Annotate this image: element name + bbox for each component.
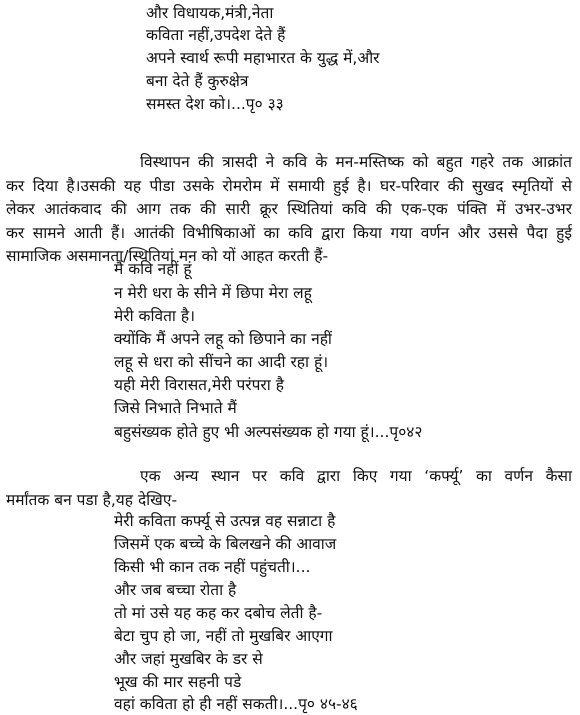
verse-line: किसी भी कान तक नहीं पहुंचती।... [114,558,311,576]
verse-line: जिसमें एक बच्चे के बिलखने की आवाज [114,535,337,553]
verse-line: बहुसंख्यक होते हुए भी अल्पसंख्यक हो गया हूं।...पृ०४२ [114,423,423,441]
verse-line: मेरी कविता है। [114,307,195,325]
body-paragraph-1 [6,151,572,269]
paragraph-line: कर दिया है।उसकी यह पीडा उसके रोमरोम में समायी हुई है। घर-परिवार की सुखद स्मृतियों से [6,176,572,195]
verse-line: मेरी कविता कर्फ्यू से उत्पन्न वह सन्नाटा है [114,512,336,530]
verse-line: भूख की मार सहनी पडे [114,673,242,691]
paragraph-line: एक अन्य स्थान पर कवि द्वारा किए गया ‘कर्फ्यू’ का वर्णन कैसा [140,467,572,485]
verse-line: लहू से धरा को सींचने का आदी रहा हूं। [114,353,329,371]
paragraph-line: मर्मांतक बन पडा है,यह देखिए- [6,490,178,509]
verse-line: न मेरी धरा के सीने में छिपा मेरा लहू [114,284,312,302]
verse-line: वहां कविता हो ही नहीं सकती।...पृ० ४५-४६ [114,695,358,713]
verse-line: मैं कवि नहीं हूं [114,260,192,278]
paragraph-line: कर सामने आती हैं। आतंकी विभीषिकाओं का कवि द्वारा किया गया वर्णन और उससे पैदा हुई [6,223,572,242]
verse-line: कविता नहीं,उपदेश देते हैं [146,26,286,44]
paragraph-line: विस्थापन की त्रासदी ने कवि के मन-मस्तिष्क को बहुत गहरे तक आक्रांत [140,153,572,171]
body-paragraph-2 [6,465,572,512]
verse-line: और जब बच्चा रोता है [114,581,237,599]
verse-line: अपने स्वार्थ रूपी महाभारत के युद्ध में,और [146,49,380,67]
verse-line: बना देते हैं कुरुक्षेत्र [146,72,249,90]
verse-line: क्योंकि मैं अपने लहू को छिपाने का नहीं [114,330,332,348]
verse-line: बेटा चुप हो जा, नहीं तो मुखबिर आएगा [114,627,333,645]
paragraph-line: सामाजिक असमानता/स्थितियां मन को यों आहत करती हैं- [6,247,329,265]
paragraph-line: लेकर आतंकवाद की आग तक की सारी क्रूर स्थितियां कवि की एक-एक पंक्ति में उभर-उभर [6,200,572,218]
verse-line: और विधायक,मंत्री,नेता [146,4,274,22]
verse-line: तो मां उसे यह कह कर दबोच लेती है- [114,604,323,622]
verse-line: समस्त देश को।...पृ० ३३ [146,95,284,113]
verse-line: और जहां मुखबिर के डर से [114,650,263,668]
verse-line: यही मेरी विरासत,मेरी परंपरा है [114,376,284,394]
verse-line: जिसे निभाते निभाते मैं [114,399,237,417]
